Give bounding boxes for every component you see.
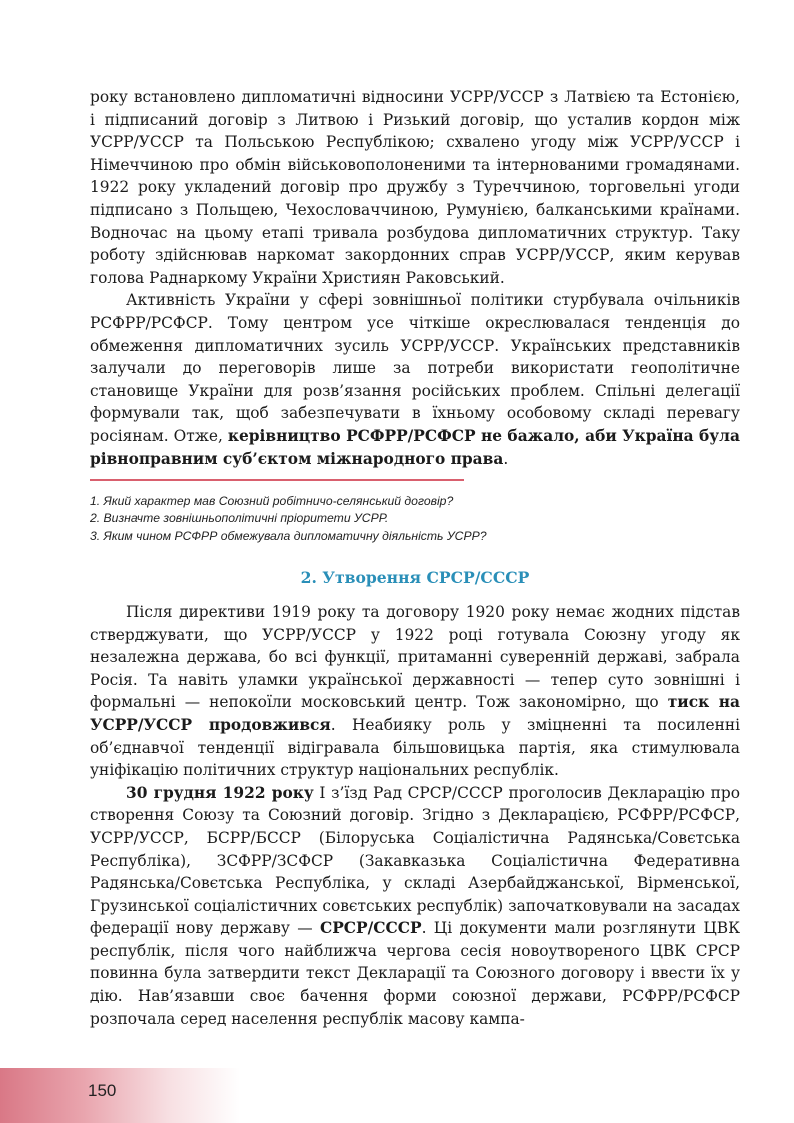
paragraph-restriction-text: Активність України у сфері зовнішньої політики стурбувала очільників РСФРР/РСФСР. Тому центром усе чіткіше окреслювалася тенденція до обмеження дипломатичних зусиль УСРР/УССР. Українських представників залучали до переговорів лише за потреби використати геополітичне становище України для розв’язання російських проблем. Спільні делегації формували так, щоб забезпечувати в їхньому особовому складі перевагу росіянам. Отже, [90,291,740,445]
section-heading: 2. Утворення СРСР/СССР [300,567,530,587]
question-item: 2. Визначте зовнішньополітичні пріоритети УСРР. [90,511,389,526]
footer-band [0,1068,240,1123]
paragraph-pressure-text: Після директиви 1919 року та договору 1920 року немає жодних підстав стверджувати, що УСРР/УССР у 1922 році готувала Союзну угоду як незалежна держава, бо всі функції, притаманні суверенній державі, забрала Росія. Та навіть уламки української державності — тепер суто зовнішні і формальні — непокоїли московський центр. Тож закономірно, що [90,602,740,712]
page-number: 150 [88,1081,117,1100]
question-item: 3. Яким чином РСФРР обмежувала дипломатичну діяльність УСРР? [90,528,487,543]
paragraph-declaration-end: . Ці документи мали розглянути ЦВК республік, після чого найближча чергова сесія новоутвореного ЦВК СРСР повинна була затвердити текст Декларації та Союзного договору і ввести їх у дію. Нав’язавши своє бачення форми союзної держави, РСФРР/РСФСР розпочала серед населення республік масову кампа- [90,919,740,1028]
paragraph-declaration-date: 30 грудня 1922 року [126,783,314,802]
paragraph-diplomacy: року встановлено дипломатичні відносини УСРР/УССР з Латвією та Естонією, і підписаний договір з Литвою і Ризький договір, що усталив кордон між УСРР/УССР та Польською Республікою; схвалено угоду між УСРР/УССР і Німеччиною про обмін військовополоненими та інтернованими громадянами. 1922 року укладений договір про дружбу з Туреччиною, торговельні угоди підписано з Польщею, Чехословаччиною, Румунією, балканськими країнами. Водночас на цьому етапі тривала розбудова дипломатичних структур. Таку роботу здійснював наркомат закордонних справ УСРР/УССР, яким керував голова Раднаркому України Християн Раковський. [90,88,740,287]
question-item: 1. Який характер мав Союзний робітничо-селянський договір? [90,494,454,509]
paragraph-restriction-bold: керівництво РСФРР/РСФСР не бажало, аби Україна була рівноправним суб’єктом міжнародного права [90,426,740,468]
page-body [90,86,740,1030]
paragraph-declaration [90,782,740,1031]
paragraph-pressure-end: . Неабияку роль у зміцненні та посиленні об’єднавчої тенденції відігравала більшовицька партія, яка стимулювала уніфікацію політичних структур національних республік. [90,715,741,780]
paragraph-pressure [90,601,740,782]
paragraph-restriction-end: . [503,449,509,468]
paragraph-declaration-text: I з’їзд Рад СРСР/СССР проголосив Декларацію про створення Союзу та Союзний договір. Згідно з Декларацією, РСФРР/РСФСР, УСРР/УССР, БСРР/БССР (Білоруська Соціалістична Радянська/Совєтська Республіка), ЗСФРР/ЗСФСР (Закавказька Соціалістична Федеративна Радянська/Совєтська Республіка, у складі Азербайджанської, Вірменської, Грузинської соціалістичних совєтських республік) започатковували на засадах федерації нову державу — [90,783,740,938]
paragraph-restriction [90,289,740,470]
paragraph-declaration-ussr: СРСР/СССР [319,919,422,938]
paragraph-pressure-bold: тиск на УСРР/УССР продовжився [90,693,740,734]
section-divider [90,479,464,481]
review-questions [90,493,740,545]
